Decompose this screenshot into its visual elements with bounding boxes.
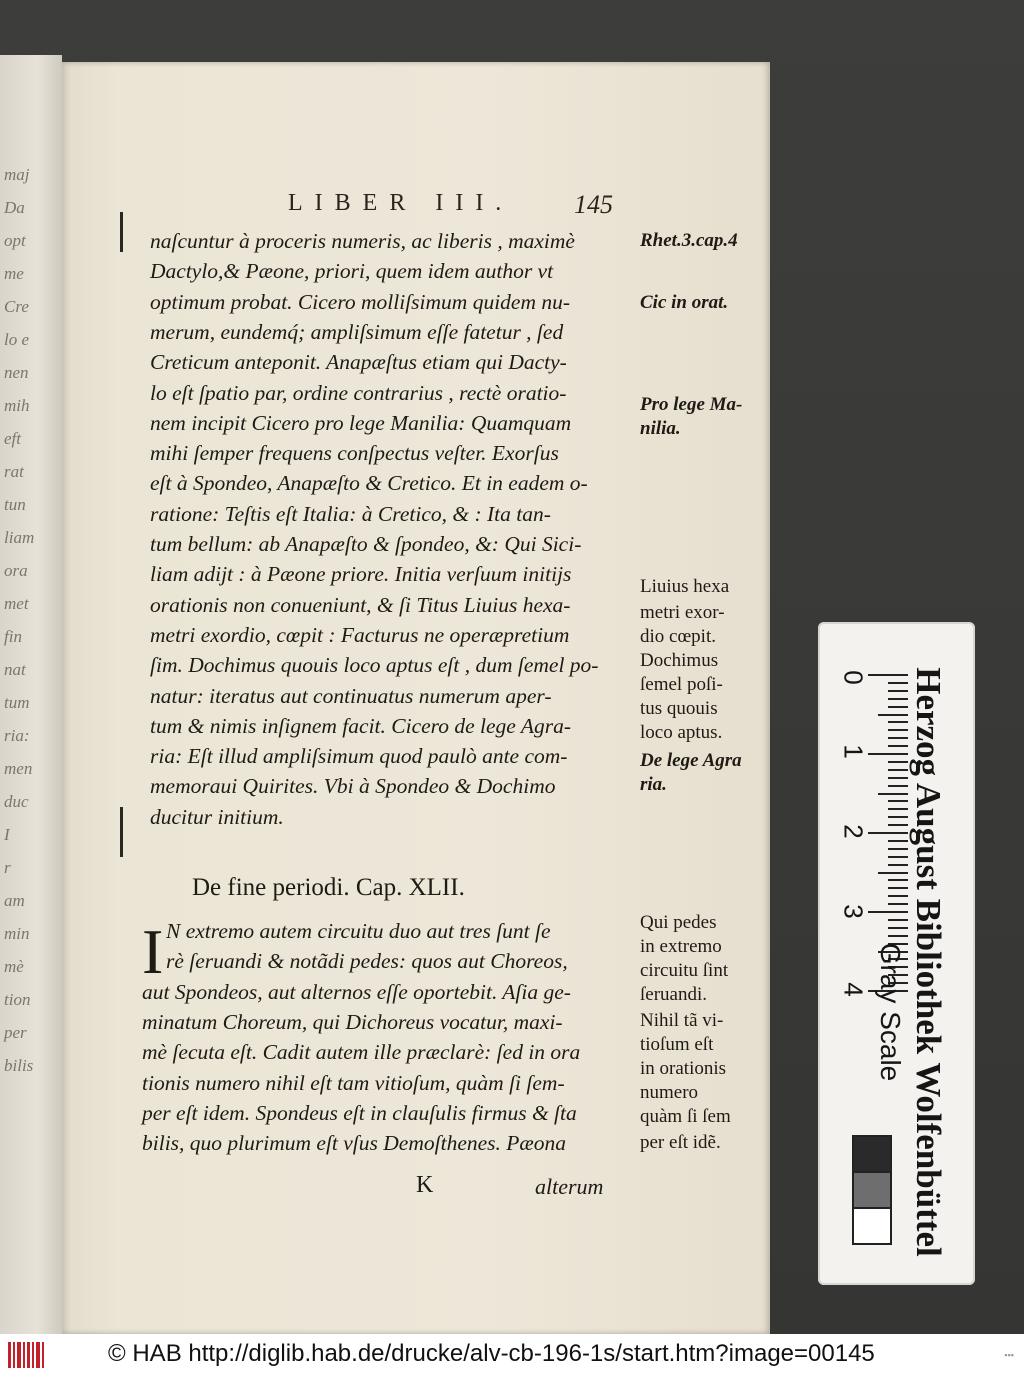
facing-text-fragment: maj: [4, 165, 30, 184]
facing-text-fragment: fin: [4, 627, 22, 646]
drop-cap: I: [142, 916, 164, 987]
ruler-tick: [888, 824, 908, 826]
text-line: eſt à Spondeo, Anapæſto & Cretico. Et in eadem o-: [150, 471, 588, 496]
margin-note: Nihil tã vi-: [640, 1010, 724, 1031]
ruler-tick: [888, 840, 908, 842]
facing-text-fragment: min: [4, 924, 30, 943]
gutter-mark: [120, 212, 123, 252]
facing-text-fragment: mih: [4, 396, 30, 415]
ruler-tick: [888, 777, 908, 779]
facing-text-fragment: mè: [4, 957, 24, 976]
institution-name: Herzog August Bibliothek Wolfenbüttel: [909, 667, 948, 1257]
margin-note: loco aptus.: [640, 722, 723, 743]
facing-text-fragment: me: [4, 264, 24, 283]
facing-page-edge: [0, 55, 62, 1335]
margin-note: quàm ſi ſem: [640, 1106, 731, 1127]
text-line: metri exordio, cœpit : Facturus ne operæpretium: [150, 622, 570, 647]
facing-text-fragment: opt: [4, 231, 26, 250]
ruler-tick: [888, 706, 908, 708]
margin-note: Qui pedes: [640, 912, 717, 933]
margin-note: Liuius hexa: [640, 576, 730, 597]
margin-note: De lege Agra: [640, 750, 742, 771]
text-line: orationis non conueniunt, & ſi Titus Liuius hexa-: [150, 592, 571, 617]
margin-note: tioſum eſt: [640, 1034, 714, 1055]
text-line: liam adijt : à Pæone priore. Initia verſuum initijs: [150, 562, 572, 587]
ruler-tick: [878, 714, 908, 716]
hab-logo-icon: [8, 1342, 44, 1368]
text-line: natur: iteratus aut continuatus numerum aper-: [150, 683, 552, 708]
text-line: nem incipit Cicero pro lege Manilia: Quamquam: [150, 410, 572, 435]
text-line: aut Spondeos, aut alternos eſſe oportebit. Aſia ge-: [142, 979, 571, 1004]
facing-text-fragment: met: [4, 594, 29, 613]
text-line: ducitur initium.: [150, 804, 284, 829]
text-line: merum, eundemq́; ampliſsimum eſſe fatetur , ſed: [150, 319, 564, 344]
margin-note: Rhet.3.cap.4: [640, 230, 738, 251]
text-line: minatum Choreum, qui Dichoreus vocatur, maxi-: [142, 1009, 563, 1034]
margin-note: ſeruandi.: [640, 984, 708, 1005]
facing-text-fragment: tion: [4, 990, 31, 1009]
ruler-tick: [888, 887, 908, 889]
ruler-digit: 1: [838, 744, 869, 759]
margin-note: nilia.: [640, 418, 681, 439]
facing-text-fragment: duc: [4, 792, 29, 811]
ruler-tick: [888, 816, 908, 818]
text-line: N extremo autem circuitu duo aut tres ſunt ſe: [166, 919, 551, 943]
text-line: Dactylo,& Pæone, priori, quem idem author vt: [150, 259, 554, 284]
ruler-tick: [888, 785, 908, 787]
ruler-tick: [888, 927, 908, 929]
ruler-digit: 2: [838, 824, 869, 839]
ruler-tick: [888, 919, 908, 921]
facing-text-fragment: per: [4, 1023, 27, 1042]
facing-text-fragment: rat: [4, 462, 24, 481]
ruler-tick: [888, 895, 908, 897]
ruler-tick: [878, 872, 908, 874]
margin-note: per eſt idẽ.: [640, 1132, 721, 1153]
ruler-tick: [888, 761, 908, 763]
ruler-tick: [868, 832, 908, 834]
facing-text-fragment: bilis: [4, 1056, 34, 1075]
facing-text-fragment: ora: [4, 561, 28, 580]
ruler-tick: [888, 808, 908, 810]
ruler-digit: 0: [838, 670, 869, 685]
margin-note: metri exor-: [640, 602, 725, 623]
facing-text-fragment: nen: [4, 363, 29, 382]
gutter-mark: [120, 807, 123, 857]
margin-note: in orationis: [640, 1058, 727, 1079]
margin-note: ria.: [640, 774, 667, 795]
ruler-tick: [888, 729, 908, 731]
page-number: 145: [574, 190, 613, 219]
swatch-gray: [852, 1171, 892, 1209]
ruler-tick: [888, 682, 908, 684]
facing-text-fragment: men: [4, 759, 33, 778]
ruler-tick: [888, 903, 908, 905]
text-line: mihi ſemper frequens conſpectus veſter. Exorſus: [150, 441, 559, 466]
ruler-digit: 3: [838, 904, 869, 919]
facing-text-fragment: am: [4, 891, 25, 910]
text-line: optimum probat. Cicero molliſsimum quidem nu-: [150, 289, 571, 314]
text-line: ria: Eſt illud ampliſsimum quod paulò ante com-: [150, 744, 568, 769]
ruler-tick: [888, 879, 908, 881]
running-head: LIBER III.: [288, 190, 514, 216]
ruler-tick: [888, 737, 908, 739]
ruler-tick: [888, 935, 908, 937]
margin-note: Pro lege Ma-: [640, 394, 743, 415]
ruler-tick: [888, 698, 908, 700]
facing-text-fragment: Da: [4, 198, 25, 217]
margin-note: Dochimus: [640, 650, 719, 671]
facing-text-fragment: ria:: [4, 726, 30, 745]
ruler-tick: [888, 769, 908, 771]
ruler-tick: [888, 690, 908, 692]
text-line: tum bellum: ab Anapæſto & ſpondeo, &: Qui Sici-: [150, 532, 582, 556]
text-line: rè ſeruandi & notãdi pedes: quos aut Choreos,: [166, 949, 568, 974]
facing-text-fragment: lo e: [4, 330, 30, 349]
text-line: ratione: Teſtis eſt Italia: à Cretico, & : Ita tan-: [150, 501, 551, 526]
facing-text-fragment: eft: [4, 429, 21, 448]
copyright-link[interactable]: © HAB http://diglib.hab.de/drucke/alv-cb-196-1s/start.htm?image=00145: [108, 1340, 875, 1367]
text-line: per eſt idem. Spondeus eſt in clauſulis firmus & ſta: [142, 1100, 577, 1125]
facing-text-fragment: tun: [4, 495, 26, 514]
facing-text-fragment: I: [4, 825, 10, 844]
ruler-tick: [878, 793, 908, 795]
text-line: bilis, quo plurimum eſt vſus Demoſthenes. Pæona: [142, 1131, 566, 1156]
text-line: memoraui Quirites. Vbi à Spondeo & Dochimo: [150, 774, 556, 799]
facing-text-fragment: nat: [4, 660, 26, 679]
catchword: alterum: [535, 1174, 604, 1199]
facing-text-fragment: r: [4, 858, 11, 877]
footer-bar: [0, 1334, 1024, 1376]
ruler-tick: [888, 856, 908, 858]
ruler-tick: [868, 753, 908, 755]
margin-note: numero: [640, 1082, 699, 1103]
margin-note: ſemel poſi-: [640, 674, 723, 695]
signature-mark: K: [416, 1172, 434, 1198]
text-line: ſim. Dochimus quouis loco aptus eſt , dum ſemel po-: [150, 653, 599, 678]
ruler-tick: [888, 848, 908, 850]
facing-text-fragment: tum: [4, 693, 30, 712]
ruler-tick: [888, 745, 908, 747]
text-line: tionis numero nihil eſt tam vitioſum, quàm ſi ſem-: [142, 1070, 565, 1095]
text-line: Creticum anteponit. Anapæſtus etiam qui Dacty-: [150, 350, 567, 375]
ruler-tick: [868, 674, 908, 676]
margin-note: circuitu ſint: [640, 960, 729, 981]
text-line: lo eſt ſpatio par, ordine contrarius , rectè oratio-: [150, 380, 567, 405]
swatch-white: [852, 1207, 892, 1245]
ruler-tick: [868, 911, 908, 913]
color-scale-ruler: [818, 622, 975, 1285]
margin-note: dio cœpit.: [640, 626, 716, 647]
gray-scale-label: Gray Scale: [875, 942, 906, 1082]
margin-note: in extremo: [640, 936, 722, 957]
text-line: naſcuntur à proceris numeris, ac liberis , maximè: [150, 229, 575, 253]
margin-note: Cic in orat.: [640, 292, 729, 313]
ruler-tick: [888, 864, 908, 866]
facing-text-fragment: Cre: [4, 297, 29, 316]
footer-dots: ▪▪▪: [1004, 1350, 1014, 1360]
facing-text-fragment: liam: [4, 528, 35, 547]
book-page: [62, 62, 770, 1334]
ruler-digit: 4: [838, 982, 869, 997]
text-line: mè ſecuta eſt. Cadit autem ille præclarè: ſed in ora: [142, 1040, 581, 1065]
margin-note: tus quouis: [640, 698, 718, 719]
swatch-black: [852, 1135, 892, 1173]
chapter-heading: De fine periodi. Cap. XLII.: [192, 874, 465, 901]
ruler-tick: [888, 721, 908, 723]
ruler-tick: [888, 800, 908, 802]
text-line: tum & nimis inſignem facit. Cicero de lege Agra-: [150, 713, 571, 738]
